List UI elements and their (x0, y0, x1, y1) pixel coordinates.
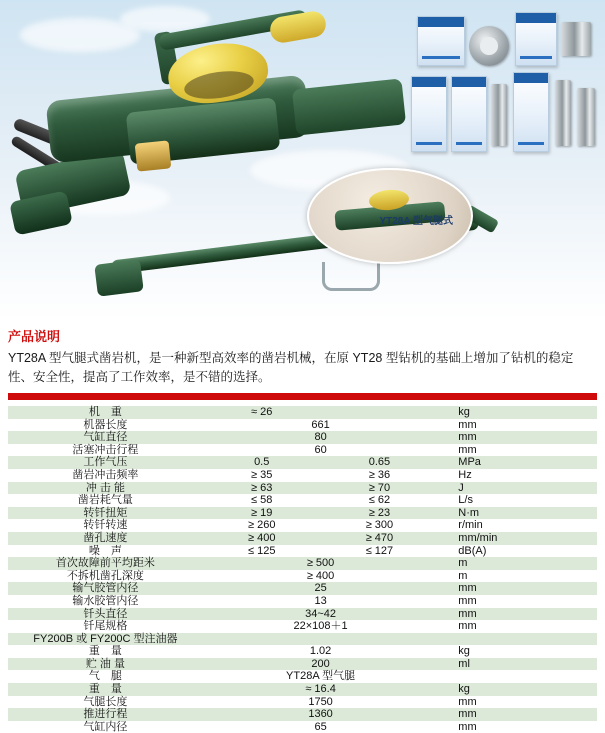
accessory-boxes (411, 10, 601, 160)
table-row (8, 507, 597, 520)
spec-label: 凿岩耗气量 (8, 494, 203, 507)
spec-value-1: ≈ 26 (203, 406, 321, 419)
spec-value-2: ≥ 36 (321, 469, 439, 482)
spec-value-2: ≥ 23 (321, 507, 439, 520)
box-cap (452, 77, 486, 87)
spec-label: 推进行程 (8, 708, 203, 721)
spec-unit: kg (438, 406, 597, 419)
table-row (8, 406, 597, 419)
spec-value-2: ≤ 62 (321, 494, 439, 507)
spec-value: 34~42 (203, 608, 438, 621)
spec-unit: mm (438, 595, 597, 608)
spec-value-2: 0.65 (321, 456, 439, 469)
spec-value: 25 (203, 582, 438, 595)
accessory-box-1 (417, 16, 465, 66)
spec-unit: kg (438, 645, 597, 658)
spec-label: 不拆机凿孔深度 (8, 570, 203, 583)
metal-part-4 (577, 88, 595, 146)
spec-value-2: ≤ 127 (321, 545, 439, 558)
spec-value: 13 (203, 595, 438, 608)
brass-valve (135, 140, 172, 171)
table-row (8, 519, 597, 532)
metal-part-2 (491, 84, 507, 146)
spec-label: 噪 声 (8, 545, 203, 558)
spec-value: 661 (203, 419, 438, 432)
spec-value-1: ≥ 19 (203, 507, 321, 520)
leg-clamp (322, 262, 380, 291)
spec-unit: Hz (438, 469, 597, 482)
table-row (8, 545, 597, 558)
spec-label: 首次故障前平均距米 (8, 557, 203, 570)
accessory-box-5 (513, 72, 549, 152)
table-row (8, 721, 597, 733)
table-row (8, 557, 597, 570)
box-cap (516, 13, 556, 23)
spec-label: 转钎转速 (8, 519, 203, 532)
description-body: YT28A 型气腿式凿岩机，是一种新型高效率的凿岩机械，在原 YT28 型钻机的基础上增加了钻机的稳定性、安全性，提高了工作效率，是不错的选择。 (8, 351, 574, 385)
description-title: 产品说明 (8, 329, 61, 344)
spec-label: 钎尾规格 (8, 620, 203, 633)
spec-label: 转钎扭矩 (8, 507, 203, 520)
metal-part-1 (561, 22, 591, 56)
spec-value-1: ≤ 125 (203, 545, 321, 558)
accessory-box-4 (451, 76, 487, 152)
product-description (8, 326, 598, 388)
table-row (8, 570, 597, 583)
spec-label: 活塞冲击行程 (8, 444, 203, 457)
table-row (8, 658, 597, 671)
spec-unit: mm (438, 608, 597, 621)
spec-label: 冲 击 能 (8, 482, 203, 495)
spec-value-1: 0.5 (203, 456, 321, 469)
metal-part-3 (555, 80, 571, 146)
spec-unit: kg (438, 683, 597, 696)
red-divider (8, 393, 597, 400)
spec-label: 气缸直径 (8, 431, 203, 444)
spec-value: ≈ 16.4 (203, 683, 438, 696)
accessory-box-2 (515, 12, 557, 66)
spec-unit: dB(A) (438, 545, 597, 558)
spec-value: 1360 (203, 708, 438, 721)
spec-value: 65 (203, 721, 438, 733)
air-leg-head (94, 259, 144, 296)
spec-label: 钎头直径 (8, 608, 203, 621)
spec-value-2 (321, 406, 439, 419)
table-row (8, 444, 597, 457)
spec-unit (438, 670, 597, 683)
table-row (8, 608, 597, 621)
muffler (292, 78, 406, 135)
box-cap (514, 73, 548, 83)
spec-unit: m (438, 557, 597, 570)
spec-value: 1.02 (203, 645, 438, 658)
inset-caption: YT28A 型气腿式 (379, 216, 453, 227)
table-row (8, 670, 597, 683)
spec-value: 80 (203, 431, 438, 444)
accessory-box-3 (411, 76, 447, 152)
box-cap (412, 77, 446, 87)
spec-unit: mm (438, 696, 597, 709)
box-stripe (520, 56, 552, 59)
spec-label: 工作气压 (8, 456, 203, 469)
spec-label: 气 腿 (8, 670, 203, 683)
spec-value: ≥ 400 (203, 570, 438, 583)
table-row (8, 645, 597, 658)
spec-unit: m (438, 570, 597, 583)
spec-label: 贮 油 量 (8, 658, 203, 671)
table-row (8, 532, 597, 545)
spec-unit: mm (438, 721, 597, 733)
table-row (8, 419, 597, 432)
spec-value: 22×108＋1 (203, 620, 438, 633)
spec-label: 凿孔速度 (8, 532, 203, 545)
specification-table (8, 406, 597, 733)
spec-value-1: ≤ 58 (203, 494, 321, 507)
table-row (8, 633, 597, 646)
product-hero (0, 0, 605, 320)
table-row (8, 696, 597, 709)
table-row (8, 482, 597, 495)
front-cap (9, 190, 73, 235)
box-stripe (456, 142, 482, 145)
spec-unit: mm/min (438, 532, 597, 545)
table-row (8, 582, 597, 595)
table-row (8, 456, 597, 469)
box-stripe (416, 142, 442, 145)
spec-unit: r/min (438, 519, 597, 532)
table-row (8, 595, 597, 608)
spec-unit: J (438, 482, 597, 495)
spec-unit: mm (438, 444, 597, 457)
spec-value: YT28A 型气腿 (203, 670, 438, 683)
spec-unit: MPa (438, 456, 597, 469)
spec-label: 重 量 (8, 683, 203, 696)
spec-value: ≥ 500 (203, 557, 438, 570)
spec-unit: ml (438, 658, 597, 671)
table-row (8, 431, 597, 444)
spec-label: 机 重 (8, 406, 203, 419)
box-stripe (518, 142, 544, 145)
spec-label: 气缸内径 (8, 721, 203, 733)
box-stripe (422, 56, 460, 59)
spec-value-1: ≥ 260 (203, 519, 321, 532)
spec-value: 60 (203, 444, 438, 457)
table-row (8, 620, 597, 633)
spec-value: 200 (203, 658, 438, 671)
spec-value-2: ≥ 470 (321, 532, 439, 545)
spec-section-header (203, 633, 597, 646)
spec-unit: mm (438, 582, 597, 595)
spec-label: 凿岩冲击频率 (8, 469, 203, 482)
spec-value-1: ≥ 400 (203, 532, 321, 545)
table-row (8, 469, 597, 482)
table-row (8, 683, 597, 696)
spec-unit: N·m (438, 507, 597, 520)
spec-label: 输水胶管内径 (8, 595, 203, 608)
box-cap (418, 17, 464, 27)
spec-value: 1750 (203, 696, 438, 709)
spec-value-1: ≥ 35 (203, 469, 321, 482)
spec-label: FY200B 或 FY200C 型注油器 (8, 633, 203, 646)
ring-part-1 (469, 26, 509, 66)
spec-unit: mm (438, 419, 597, 432)
spec-unit: L/s (438, 494, 597, 507)
spec-label: 输气胶管内径 (8, 582, 203, 595)
spec-unit: mm (438, 431, 597, 444)
spec-unit: mm (438, 620, 597, 633)
spec-value-1: ≥ 63 (203, 482, 321, 495)
table-row (8, 708, 597, 721)
spec-label: 机器长度 (8, 419, 203, 432)
spec-value-2: ≥ 70 (321, 482, 439, 495)
spec-unit: mm (438, 708, 597, 721)
spec-label: 气腿长度 (8, 696, 203, 709)
spec-value-2: ≥ 300 (321, 519, 439, 532)
table-row (8, 494, 597, 507)
spec-label: 重 量 (8, 645, 203, 658)
